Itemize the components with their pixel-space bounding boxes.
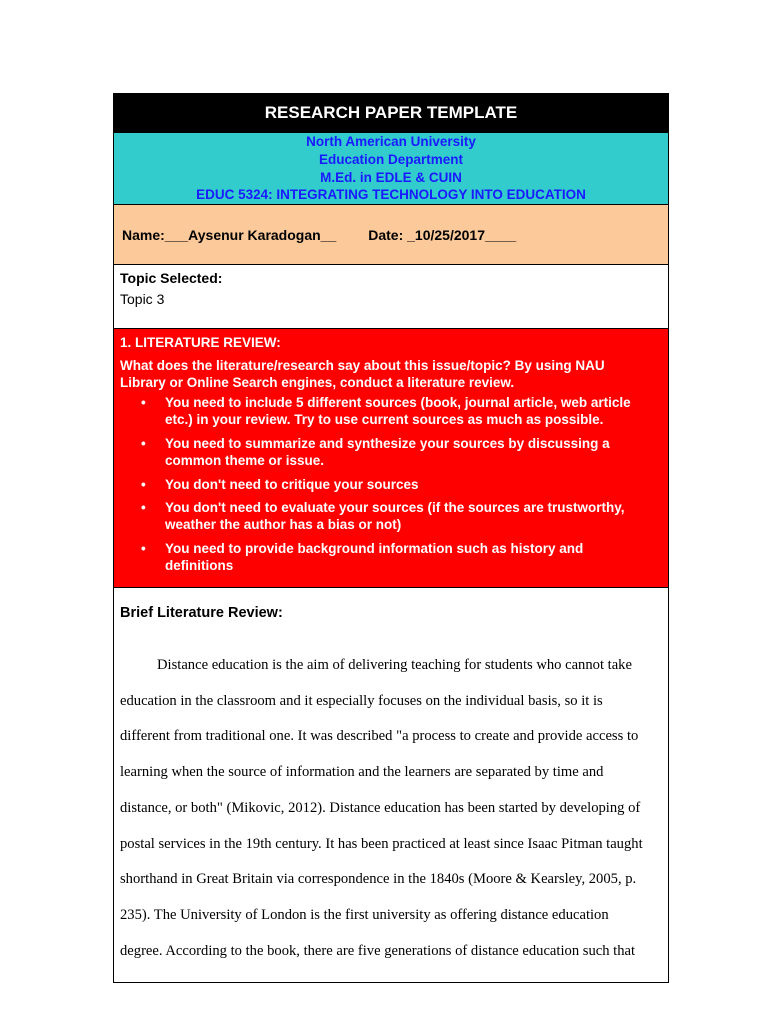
template-title-text: RESEARCH PAPER TEMPLATE <box>264 103 518 122</box>
bullet-icon: • <box>141 435 146 451</box>
review-line: postal services in the 19th century. It has been practiced at least since Isaac Pitman taught <box>120 835 643 852</box>
requirement-line: You need to include 5 different sources (book, journal article, web article <box>165 395 631 411</box>
student-info <box>114 204 668 264</box>
bullet-icon: • <box>141 476 146 492</box>
topic-value: Topic 3 <box>120 291 165 307</box>
submission-date: Date: _10/25/2017____ <box>368 226 517 243</box>
requirement-item <box>141 395 658 429</box>
requirement-line: common theme or issue. <box>165 452 325 468</box>
topic-section <box>114 264 668 328</box>
literature-review-section <box>114 587 668 982</box>
review-line: shorthand in Great Britain via correspondence in the 1840s (Moore & Kearsley, 2005, p. <box>120 871 637 888</box>
requirement-item <box>141 500 658 534</box>
topic-label: Topic Selected: <box>120 270 223 286</box>
program-name: M.Ed. in EDLE & CUIN <box>320 169 462 185</box>
university-name: North American University <box>306 134 476 149</box>
requirement-line: You don't need to evaluate your sources (if the sources are trustworthy, <box>165 500 625 516</box>
department-name: Education Department <box>318 151 464 167</box>
requirement-line: definitions <box>165 557 234 573</box>
university-header <box>114 132 668 204</box>
requirement-line: weather the author has a bias or not) <box>165 517 402 533</box>
requirement-line: You need to provide background information such as history and <box>165 540 584 556</box>
review-body <box>120 648 662 969</box>
review-line: Distance education is the aim of delivering teaching for students who cannot take <box>157 657 632 673</box>
template-title <box>114 94 668 132</box>
bullet-icon: • <box>141 395 146 411</box>
requirement-item <box>141 540 658 575</box>
requirement-line: etc.) in your review. Try to use current sources as much as possible. <box>165 412 604 428</box>
literature-question-line: Library or Online Search engines, conduct a literature review. <box>120 374 515 390</box>
requirements-list <box>120 395 658 574</box>
review-line: distance, or both" (Mikovic, 2012). Distance education has been started by developing of <box>120 799 641 816</box>
student-name: Name:___Aysenur Karadogan__ <box>122 226 337 243</box>
requirement-line: You need to summarize and synthesize your sources by discussing a <box>165 435 610 451</box>
literature-instructions <box>114 328 668 587</box>
requirement-line: You don't need to critique your sources <box>165 476 419 492</box>
requirement-item <box>141 476 658 494</box>
literature-heading: 1. LITERATURE REVIEW: <box>120 335 281 350</box>
template-table <box>113 93 669 983</box>
bullet-icon: • <box>141 540 146 556</box>
bullet-icon: • <box>141 500 146 516</box>
review-heading: Brief Literature Review: <box>120 605 283 621</box>
review-line: education in the classroom and it especially focuses on the individual basis, so it is <box>120 692 603 709</box>
literature-question-line: What does the literature/research say about this issue/topic? By using NAU <box>120 357 605 373</box>
requirement-item <box>141 435 658 470</box>
review-line: different from traditional one. It was described "a process to create and provide access to <box>120 728 639 745</box>
course-name: EDUC 5324: INTEGRATING TECHNOLOGY INTO EDUCATION <box>196 187 586 203</box>
review-line: degree. According to the book, there are five generations of distance education such that <box>120 942 636 959</box>
review-line: learning when the source of information and the learners are separated by time and <box>120 764 604 781</box>
review-line: 235). The University of London is the first university as offering distance education <box>120 906 609 923</box>
